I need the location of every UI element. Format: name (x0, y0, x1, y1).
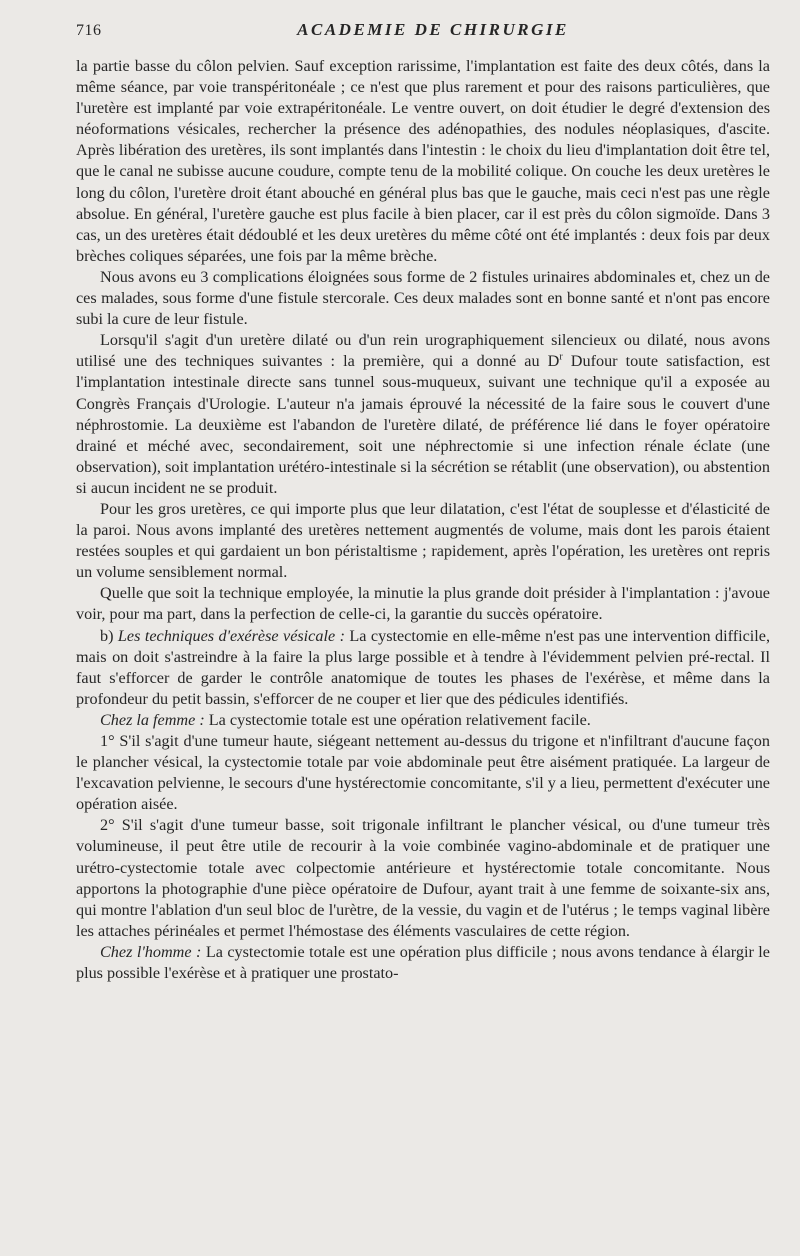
text-run: Dufour toute satisfaction, est l'implantation intestinale directe sans tunnel sous-muqueux, suivant une technique qu'il a exposée au Congrès Français d'Urologie. L'auteur n'a jamais éprouvé la nécessité de la faire sous le couvert d'une néphrostomie. La deuxième est l'abandon de l'uretère dilaté, de préférence lié dans le foyer opératoire drainé et méché avec, secondairement, soit une néphrectomie si une infection rénale éclate (une observation), soit implantation urétéro-intestinale si la sécrétion se rétablit (une observation), ou abstention si aucun incident ne se produit. (76, 352, 770, 497)
text-run: 1° S'il s'agit d'une tumeur haute, siégeant nettement au-dessus du trigone et n'infiltrant d'aucune façon le plancher vésical, la cystectomie totale par voie abdominale peut être aisément pratiquée. La largeur de l'excavation pelvienne, le secours d'une hystérectomie concomitante, s'il y a lieu, permettent d'exécuter une opération aisée. (76, 732, 770, 814)
paragraph (76, 499, 770, 583)
paragraph (76, 56, 770, 267)
text-run: Lorsqu'il s'agit d'un uretère dilaté ou d'un rein urographiquement silencieux ou dilaté, nous avons utilisé une des techniques suivantes : la première, qui a donné au D (76, 331, 770, 371)
italic-text: Chez l'homme : (100, 942, 202, 961)
paragraph (76, 583, 770, 625)
paragraph (76, 815, 770, 942)
running-title: ACADEMIE DE CHIRURGIE (297, 20, 569, 39)
text-run: Pour les gros uretères, ce qui importe plus que leur dilatation, c'est l'état de souplesse et d'élasticité de la paroi. Nous avons implanté des uretères nettement augmentés de volume, mais dont les parois étaient restées souples et qui gardaient un bon péristaltisme ; rapidement, après l'opération, les uretères ont repris un volume sensiblement normal. (76, 499, 770, 582)
paragraph (76, 710, 770, 731)
text-run: Quelle que soit la technique employée, la minutie la plus grande doit présider à l'implantation : j'avoue voir, pour ma part, dans la perfection de celle-ci, la garantie du succès opératoire. (76, 584, 770, 624)
paragraph (76, 330, 770, 499)
paragraph (76, 626, 770, 710)
text-run: 2° S'il s'agit d'une tumeur basse, soit trigonale infiltrant le plancher vésical, ou d'une tumeur très volumineuse, il peut être utile de recourir à la voie combinée vagino-abdominale et de pratiquer une urétro-cystectomie totale avec colpectomie antérieure et hystérectomie totale concomitante. Nous apportons la photographie d'une pièce opératoire de Dufour, ayant trait à une femme de soixante-six ans, qui montre l'ablation d'un seul bloc de l'urètre, de la vessie, du vagin et de l'utérus ; le temps vaginal libère les attaches périnéales et permet l'hémostase des éléments vasculaires de cette région. (76, 816, 770, 940)
page-number: 716 (76, 22, 102, 39)
italic-text: Les techniques d'exérèse vésicale : (117, 626, 345, 645)
paragraph (76, 267, 770, 330)
page-header (76, 16, 770, 46)
text-run: La cystectomie en elle-même n'est pas une intervention difficile, mais on doit s'astreindre à la faire la plus large possible et à tendre à l'évidemment pelvien pré-rectal. Il faut s'efforcer de garder le contrôle anatomique de toutes les phases de l'exérèse, et même dans la profondeur du petit bassin, s'efforcer de ne couper et lier que des pédicules identifiés. (76, 626, 770, 708)
superscript-text: r (559, 351, 563, 363)
text-run: b) (100, 626, 118, 645)
paragraph (76, 942, 770, 984)
italic-text: Chez la femme : (100, 710, 205, 729)
body-text (76, 56, 770, 984)
paragraph (76, 731, 770, 815)
text-run: La cystectomie totale est une opération relativement facile. (204, 710, 591, 729)
text-run: La cystectomie totale est une opération plus difficile ; nous avons tendance à élargir le plus possible l'exérèse et à pratiquer une prostato- (76, 942, 770, 983)
text-run: la partie basse du côlon pelvien. Sauf exception rarissime, l'implantation est faite des deux côtés, dans la même séance, par voie transpéritonéale ; ce n'est que plus rarement et pour des raisons particulières, que l'uretère est implanté par voie extrapéritonéale. Le ventre ouvert, on doit étudier le degré d'extension des néoformations vésicales, rechercher la présence des adénopathies, des nodules néoplasiques, d'ascite. Après libération des uretères, ils sont implantés dans l'intestin : le choix du lieu d'implantation doit être tel, que le canal ne subisse aucune coudure, compte tenu de la mobilité colique. On couche les deux uretères le long du côlon, l'uretère droit étant abouché en général plus bas que le gauche, mais ceci n'est pas une règle absolue. En général, l'uretère gauche est plus facile à bien placer, car il est près du côlon sigmoïde. Dans 3 cas, un des uretères était dédoublé et les deux uretères du même côté ont été implantés : deux fois par deux brèches coliques séparées, une fois par la même brèche. (76, 57, 770, 265)
text-run: Nous avons eu 3 complications éloignées sous forme de 2 fistules urinaires abdominales et, chez un de ces malades, sous forme d'une fistule stercorale. Ces deux malades sont en bonne santé et n'ont pas encore subi la cure de leur fistule. (76, 267, 770, 329)
